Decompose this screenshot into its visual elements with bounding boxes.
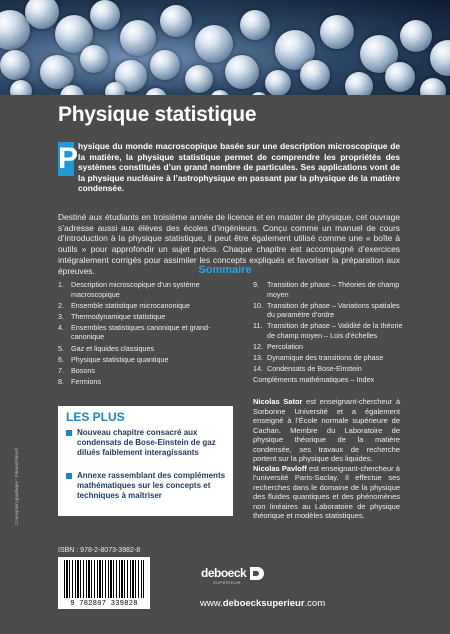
cover-image bbox=[0, 0, 450, 95]
toc-item: 4. Ensembles statistiques canonique et grand-canonique bbox=[58, 322, 211, 342]
les-plus-box bbox=[58, 406, 233, 516]
sphere-decoration bbox=[195, 25, 233, 63]
sphere-decoration bbox=[345, 72, 373, 95]
sphere-decoration bbox=[250, 92, 268, 95]
sommaire-left-column bbox=[58, 280, 238, 388]
sphere-decoration bbox=[160, 5, 192, 37]
sphere-decoration bbox=[145, 88, 167, 95]
toc-item: 6. Physique statistique quantique bbox=[58, 354, 169, 364]
toc-item: 14. Condensats de Bose-Einstein bbox=[253, 364, 362, 374]
sphere-decoration bbox=[420, 78, 446, 95]
barcode-bars bbox=[64, 560, 144, 598]
sphere-decoration bbox=[240, 10, 270, 40]
sphere-decoration bbox=[40, 55, 74, 89]
sphere-decoration bbox=[105, 82, 125, 95]
toc-item: 11. Transition de phase – Validité de la théorie de champ moyen – Lois d’échelles bbox=[253, 321, 403, 340]
sphere-decoration bbox=[430, 40, 450, 76]
author-bio: Nicolas Sator est enseignant-chercheur à Sorbonne Université et a également enseigné à l’École normale supérieure de Cachan. Membre du Laboratoire de physique théorique de la matière condensée, ses travaux de recherche portent sur la physique des liquides. bbox=[253, 397, 400, 463]
toc-item: 3. Thermodynamique statistique bbox=[58, 311, 166, 321]
publisher-url[interactable]: www.deboecksuperieur.com bbox=[200, 598, 326, 609]
les-plus-title: LES PLUS bbox=[66, 410, 125, 424]
sphere-decoration bbox=[150, 50, 180, 80]
sphere-decoration bbox=[385, 62, 415, 92]
sphere-decoration bbox=[80, 45, 108, 73]
toc-item: 7. Bosons bbox=[58, 365, 95, 375]
toc-item: 5. Gaz et liquides classiques bbox=[58, 343, 155, 353]
sommaire-heading: Sommaire bbox=[198, 264, 252, 276]
sphere-decoration bbox=[25, 0, 59, 29]
sphere-decoration bbox=[320, 15, 354, 49]
toc-item: 8. Fermions bbox=[58, 376, 101, 386]
publisher-d-icon bbox=[250, 567, 264, 580]
sphere-decoration bbox=[265, 70, 291, 95]
publisher-logo bbox=[201, 566, 267, 588]
author-bio: Nicolas Pavloff est enseignant-chercheur à l’université Paris-Saclay. Il effectue ses recherches dans le domaine de la physique des fluides quantiques et des phénomènes non linéaires au Laboratoire de physique théorique et modèles statistiques. bbox=[253, 463, 400, 520]
toc-item: 10. Transition de phase – Variations spatiales du paramètre d’ordre bbox=[253, 300, 400, 320]
sphere-decoration bbox=[90, 0, 120, 30]
barcode bbox=[58, 557, 150, 609]
square-bullet-icon bbox=[66, 473, 72, 479]
drop-cap: P bbox=[58, 142, 79, 175]
sommaire-right-column bbox=[253, 280, 403, 386]
square-bullet-icon bbox=[66, 430, 72, 436]
toc-item: 13. Dynamique des transitions de phase bbox=[253, 353, 384, 363]
lead-paragraph: hysique du monde macroscopique basée sur une description microscopique de la matière, la physique statistique permet de comprendre les propriétés des systèmes constitués d’un grand nombre de particules. Ses applications vont de la physique nucléaire à l’astrophysique en passant par la physique de la matière condensée. bbox=[78, 141, 400, 194]
design-credit: Conception graphique : Primo&Primo® bbox=[14, 447, 19, 525]
description-paragraph: Destiné aux étudiants en troisième année de licence et en master de physique, cet ouvrage s’adresse aussi aux élèves des écoles d’ingénieurs. Conçu comme un manuel de cours d’introduction à la physique statistique, il peut être également utilisé comme une « boîte à outils » pour approfondir un sujet précis. Chaque chapitre est accompagné d’exercices intégralement corrigés pour assimiler les concepts expliqués et favoriser la préparation aux épreuves. bbox=[58, 212, 400, 276]
barcode-number: 9 782807 339828 bbox=[70, 600, 138, 608]
authors-section bbox=[253, 397, 400, 521]
sphere-decoration bbox=[120, 20, 156, 56]
publisher-logo-sub: SUPÉRIEUR bbox=[213, 580, 241, 585]
toc-item: 12. Percolation bbox=[253, 342, 303, 352]
book-title: Physique statistique bbox=[58, 103, 257, 126]
toc-item: 9. Transition de phase – Théories de champ moyen bbox=[253, 280, 400, 299]
les-plus-item: Nouveau chapitre consacré aux condensats de Bose-Einstein de gaz dilués faiblement interagissants bbox=[66, 428, 228, 458]
isbn: ISBN : 978-2-8073-3982-8 bbox=[58, 547, 141, 554]
sphere-decoration bbox=[185, 65, 213, 93]
sphere-decoration bbox=[10, 80, 32, 95]
toc-item: 1. Description microscopique d’un système macroscopique bbox=[58, 280, 200, 299]
les-plus-item: Annexe rassemblant des compléments mathématiques sur les concepts et techniques à maîtriser bbox=[66, 471, 228, 501]
sphere-decoration bbox=[0, 50, 30, 80]
toc-item: 2. Ensemble statistique microcanonique bbox=[58, 300, 191, 310]
sphere-decoration bbox=[300, 60, 330, 90]
publisher-logo-text: deboeck bbox=[201, 566, 247, 580]
sphere-decoration bbox=[225, 55, 259, 89]
toc-annex: Compléments mathématiques – Index bbox=[253, 375, 375, 385]
sphere-decoration bbox=[210, 90, 230, 95]
sphere-decoration bbox=[400, 20, 432, 52]
